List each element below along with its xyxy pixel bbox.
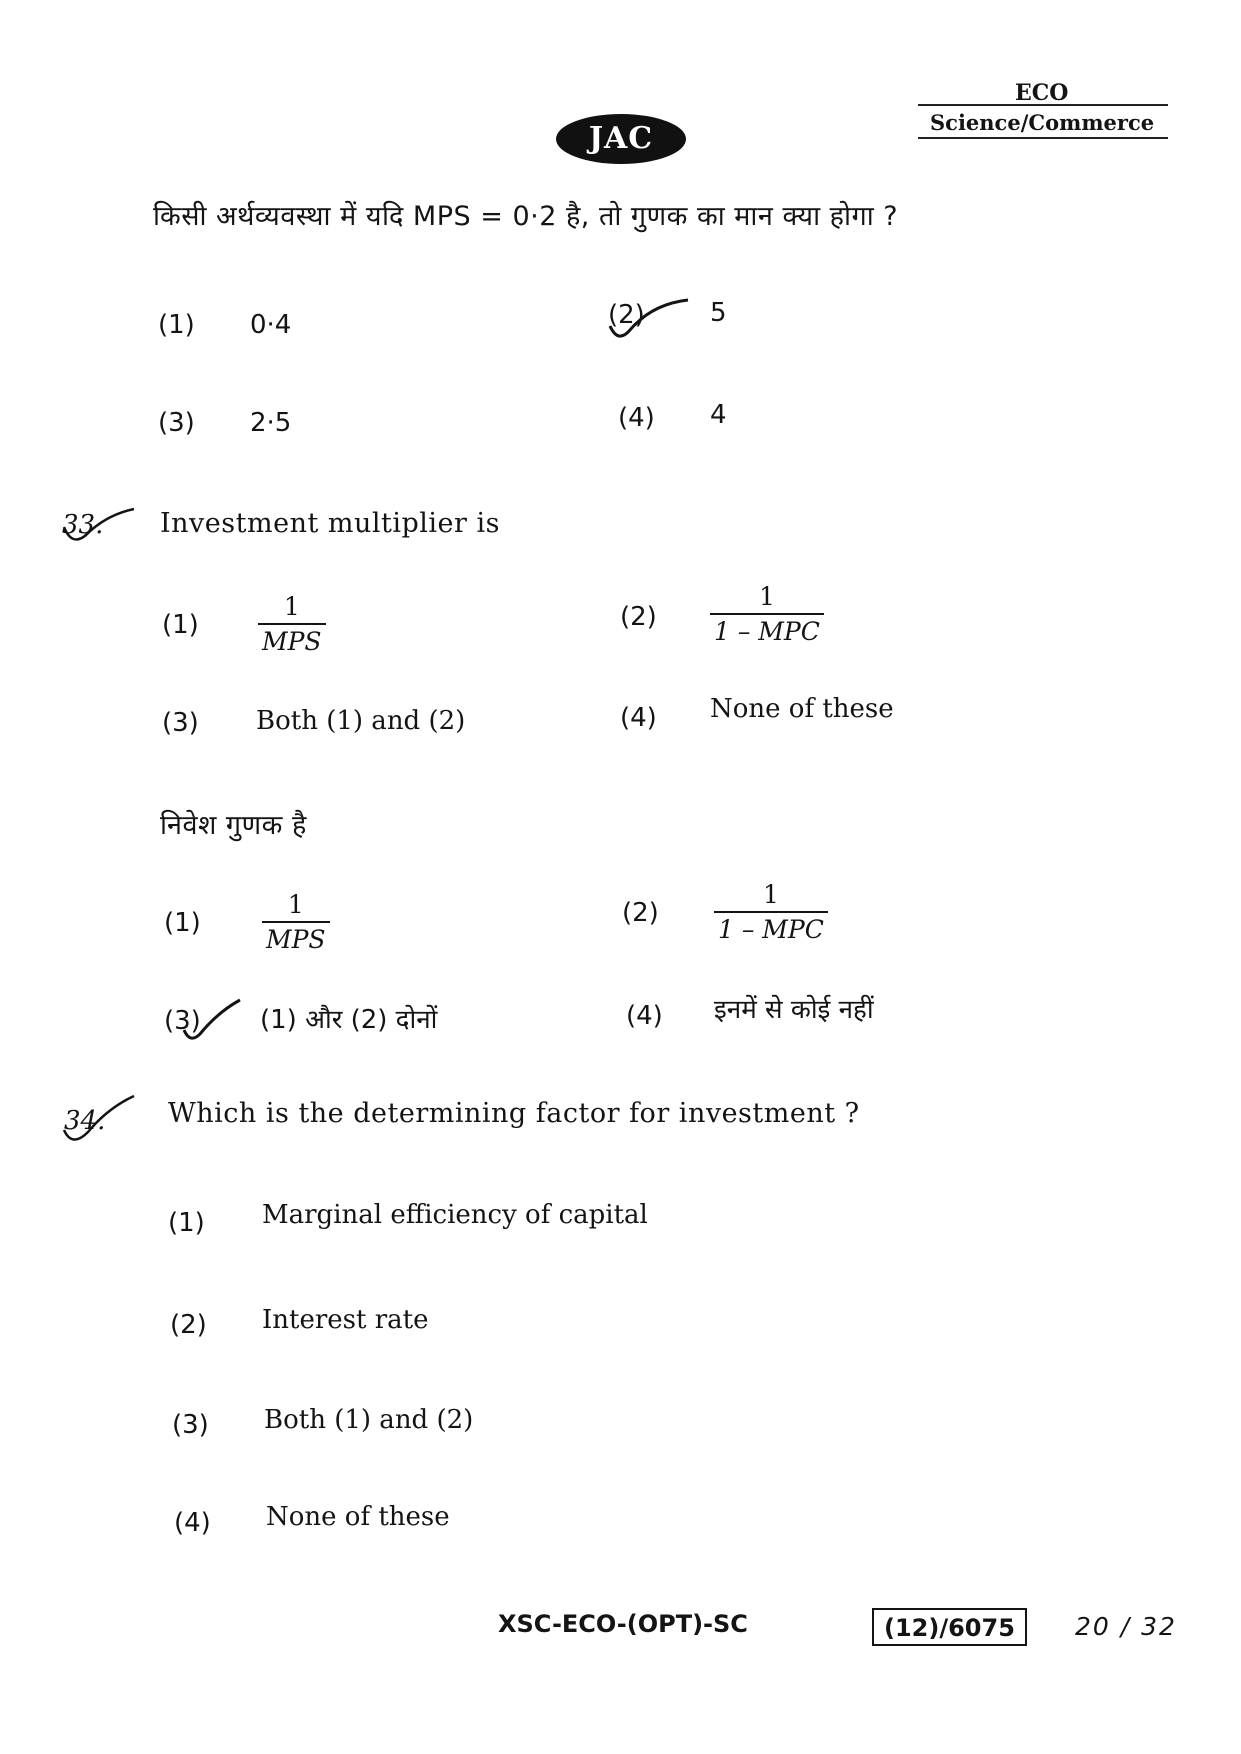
- q34-option-2-number: (2): [170, 1310, 207, 1340]
- q34-option-1-number: (1): [168, 1208, 205, 1238]
- checkmark-icon: [606, 296, 696, 346]
- q32-option-2-number: (2): [608, 300, 645, 330]
- jac-logo: JAC: [556, 114, 686, 164]
- q33-text: Investment multiplier is: [160, 508, 501, 539]
- q33-hindi-option-3-number: (3): [164, 1006, 201, 1036]
- q32-option-3-text: 2·5: [250, 408, 292, 438]
- q32-option-3-number: (3): [158, 408, 195, 438]
- set-code: (12)/6075: [872, 1608, 1027, 1646]
- page-number: 20 / 32: [1075, 1612, 1177, 1641]
- q33-hindi-option-1-number: (1): [164, 908, 201, 938]
- q34-option-4-number: (4): [174, 1508, 211, 1538]
- q32-option-4-text: 4: [710, 400, 727, 430]
- q32-option-4-number: (4): [618, 403, 655, 433]
- header-rule-top: [918, 104, 1168, 106]
- q34-option-3-text: Both (1) and (2): [264, 1405, 474, 1435]
- q34-option-3-number: (3): [172, 1410, 209, 1440]
- q33-hindi-option-2-fraction: $\frac{1}{\text{1 – MPC}}$: [714, 880, 828, 944]
- q33-hindi-option-3-text: (1) और (2) दोनों: [260, 1005, 438, 1035]
- checkmark-icon: [180, 996, 245, 1046]
- q33-hindi-text: निवेश गुणक है: [160, 810, 307, 841]
- q33-option-4-number: (4): [620, 703, 657, 733]
- checkmark-icon: [58, 1092, 138, 1147]
- q34-option-1-text: Marginal efficiency of capital: [262, 1200, 648, 1230]
- header-rule-bottom: [918, 137, 1168, 139]
- q33-option-1-number: (1): [162, 610, 199, 640]
- q32-option-1-number: (1): [158, 310, 195, 340]
- q33-option-1-fraction: $\frac{1}{\text{MPS}}$: [258, 592, 326, 656]
- q34-text: Which is the determining factor for investment ?: [168, 1098, 860, 1129]
- q34-option-2-text: Interest rate: [262, 1305, 429, 1335]
- paper-code: XSC-ECO-(OPT)-SC: [498, 1610, 748, 1638]
- subject-code: ECO: [1015, 80, 1069, 106]
- q32-option-2-text: 5: [710, 298, 727, 328]
- q33-hindi-option-1-fraction: $\frac{1}{\text{MPS}}$: [262, 890, 330, 954]
- q33-hindi-option-4-text: इनमें से कोई नहीं: [714, 995, 874, 1025]
- q33-option-2-fraction: $\frac{1}{\text{1 – MPC}}$: [710, 582, 824, 646]
- q33-hindi-option-2-number: (2): [622, 898, 659, 928]
- q33-option-3-text: Both (1) and (2): [256, 706, 466, 736]
- q33-hindi-option-4-number: (4): [626, 1001, 663, 1031]
- q33-option-3-number: (3): [162, 708, 199, 738]
- q33-option-2-number: (2): [620, 602, 657, 632]
- q32-option-1-text: 0·4: [250, 310, 292, 340]
- q33-number: 33.: [62, 510, 104, 540]
- checkmark-icon: [58, 505, 138, 550]
- q32-hindi-text: किसी अर्थव्यवस्था में यदि MPS = 0·2 है, तो गुणक का मान क्या होगा ?: [153, 201, 899, 232]
- q34-option-4-text: None of these: [266, 1502, 450, 1532]
- q33-option-4-text: None of these: [710, 694, 894, 724]
- q34-number: 34.: [64, 1106, 106, 1136]
- stream-label: Science/Commerce: [930, 110, 1155, 135]
